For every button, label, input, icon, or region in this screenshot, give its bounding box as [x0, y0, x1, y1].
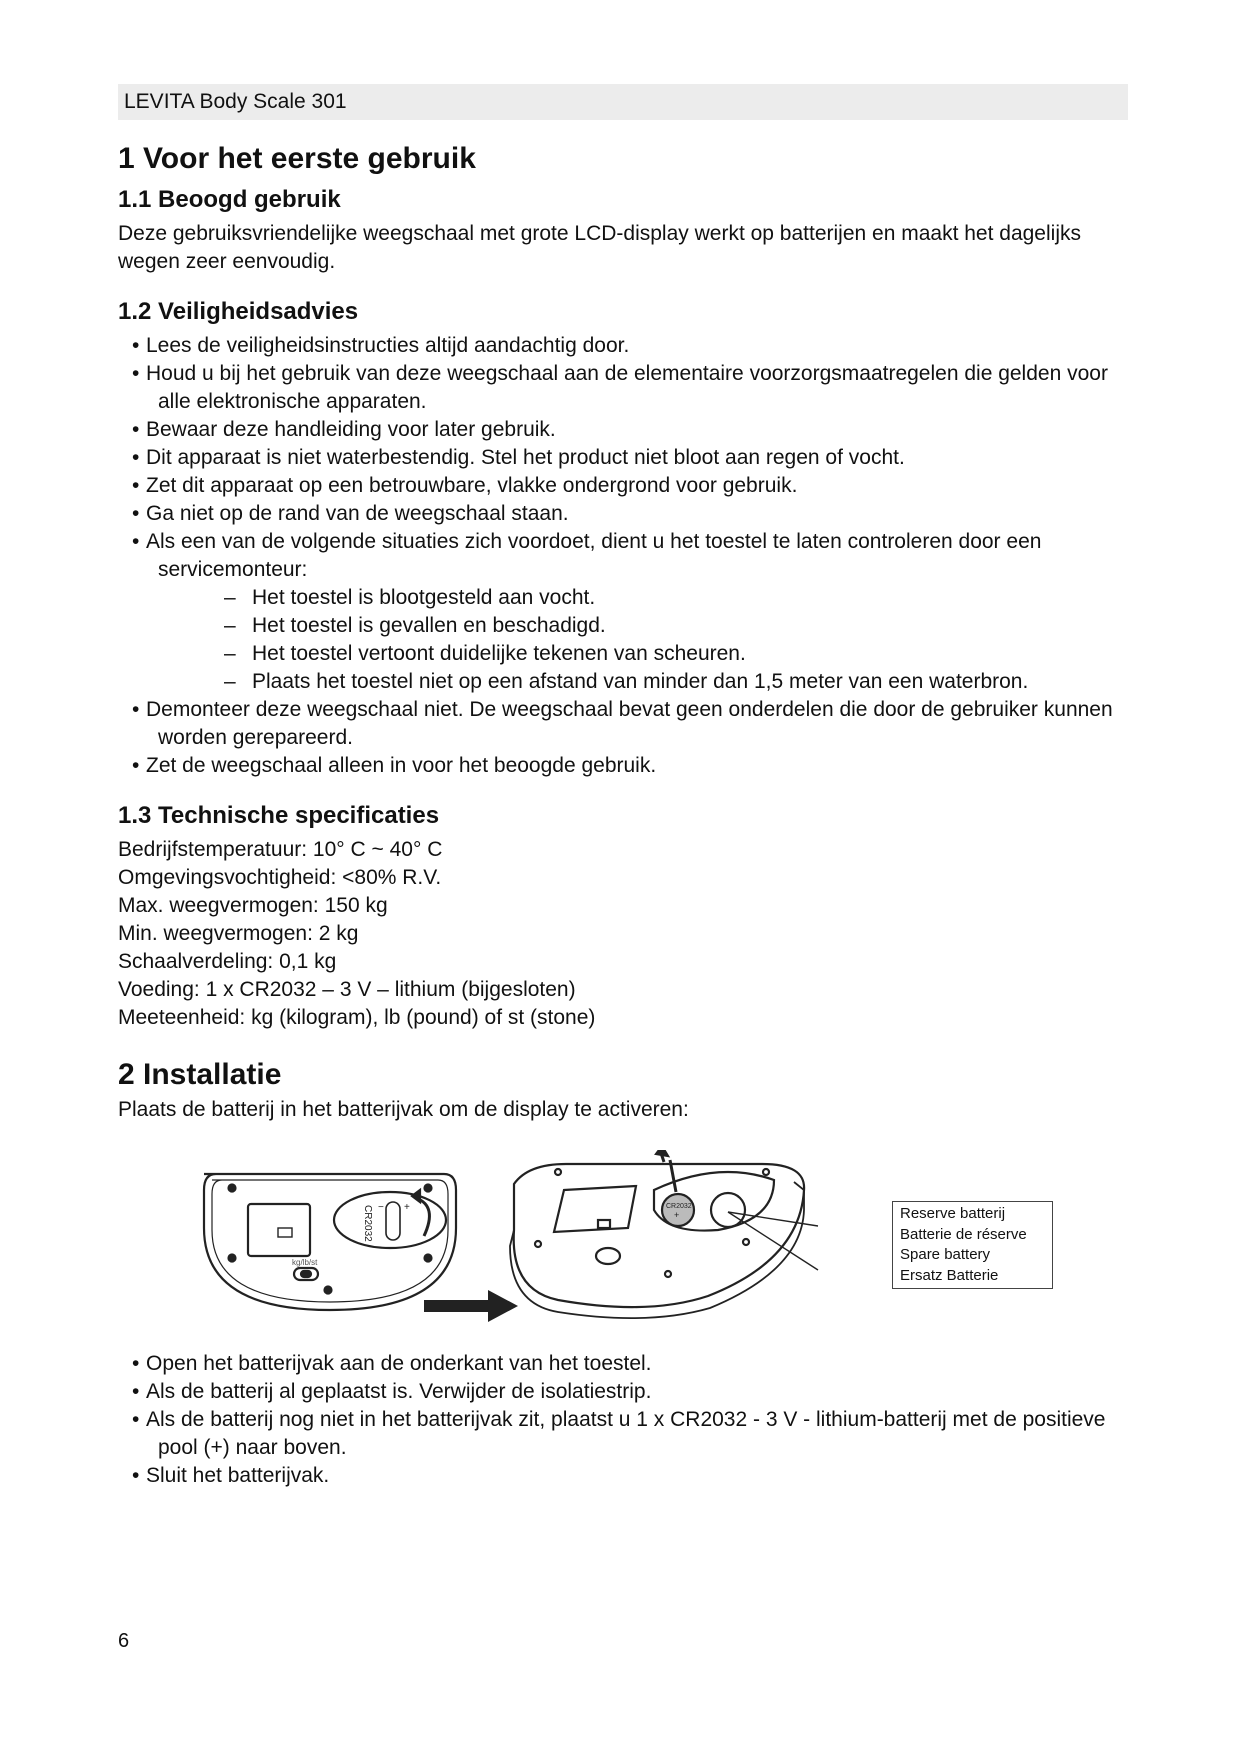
section-1-2-title: 1.2 Veiligheidsadvies — [118, 298, 359, 325]
section-1-1-title: 1.1 Beoogd gebruik — [118, 186, 341, 213]
safety-item: • Dit apparaat is niet waterbestendig. Stel het product niet bloot aan regen of vocht. — [118, 444, 1128, 472]
safety-sub-item: – Het toestel is blootgesteld aan vocht. — [224, 584, 1128, 612]
section-1-3-title: 1.3 Technische specificaties — [118, 802, 440, 829]
legend-line: Spare battery — [900, 1246, 991, 1263]
installation-step: • Sluit het batterijvak. — [118, 1462, 1128, 1490]
page-number: 6 — [118, 1630, 130, 1652]
installation-steps — [118, 1350, 1128, 1490]
battery-label: CR2032 — [362, 1205, 373, 1242]
spec-line: Max. weegvermogen: 150 kg — [118, 894, 388, 917]
safety-item: • Als een van de volgende situaties zich voordoet, dient u het toestel te laten controleren door een servicemonteur: – Het toestel is blootgesteld aan vocht. – Het toestel is gevallen en beschadigd. – Het toestel vertoont duidelijke tekenen van scheuren. – Plaats het toestel niet op een afstand van minder dan 1,5 meter van een waterbron. — [118, 528, 1128, 696]
svg-text:CR2032: CR2032 — [666, 1203, 692, 1210]
intended-use-text: Deze gebruiksvriendelijke weegschaal met grote LCD-display werkt op batterijen en maakt het dagelijks wegen zeer eenvoudig. — [118, 222, 1081, 273]
legend-line: Ersatz Batterie — [900, 1266, 999, 1284]
safety-sub-item: – Het toestel vertoont duidelijke tekenen van scheuren. — [224, 640, 1128, 668]
spare-battery-legend — [892, 1201, 1053, 1289]
battery-installation-figure — [118, 1150, 1128, 1336]
svg-text:+: + — [674, 1210, 680, 1220]
safety-sub-list — [158, 584, 1128, 696]
spec-list — [118, 836, 1128, 1032]
scale-bottom-view — [204, 1174, 456, 1310]
section-1-title: 1 Voor het eerste gebruik — [118, 142, 476, 175]
right-arrow-icon — [424, 1290, 518, 1322]
safety-item: • Zet dit apparaat op een betrouwbare, vlakke ondergrond voor gebruik. — [118, 472, 1128, 500]
svg-text:−: − — [378, 1202, 384, 1213]
spec-line: Bedrijfstemperatuur: 10° C ~ 40° C — [118, 838, 443, 861]
header-title: LEVITA Body Scale 301 — [124, 90, 347, 113]
spec-line: Schaalverdeling: 0,1 kg — [118, 950, 337, 973]
spec-line: Meeteenheid: kg (kilogram), lb (pound) of st (stone) — [118, 1006, 596, 1029]
safety-sub-item: – Het toestel is gevallen en beschadigd. — [224, 612, 1128, 640]
section-2-title: 2 Installatie — [118, 1058, 282, 1091]
scale-angled-view — [510, 1150, 818, 1318]
safety-item: • Demonteer deze weegschaal niet. De weegschaal bevat geen onderdelen die door de gebruiker kunnen worden gerepareerd. — [118, 696, 1128, 752]
svg-text:+: + — [404, 1202, 410, 1213]
installation-step: • Als de batterij nog niet in het batterijvak zit, plaatst u 1 x CR2032 - 3 V - lithium-batterij met de positieve pool (+) naar boven. — [118, 1406, 1128, 1462]
safety-list — [118, 332, 1128, 780]
safety-item: • Houd u bij het gebruik van deze weegschaal aan de elementaire voorzorgsmaatregelen die gelden voor alle elektronische apparaten. — [118, 360, 1128, 416]
running-header — [118, 84, 1128, 120]
safety-item: • Bewaar deze handleiding voor later gebruik. — [118, 416, 1128, 444]
safety-item: • Zet de weegschaal alleen in voor het beoogde gebruik. — [118, 752, 1128, 780]
manual-page — [118, 84, 1128, 1490]
safety-sub-item: – Plaats het toestel niet op een afstand van minder dan 1,5 meter van een waterbron. — [224, 668, 1128, 696]
installation-step: • Open het batterijvak aan de onderkant van het toestel. — [118, 1350, 1128, 1378]
safety-item: • Ga niet op de rand van de weegschaal staan. — [118, 500, 1128, 528]
spec-line: Min. weegvermogen: 2 kg — [118, 922, 359, 945]
unit-switch-label: kg/lb/st — [292, 1258, 318, 1267]
spec-line: Omgevingsvochtigheid: <80% R.V. — [118, 866, 442, 889]
safety-item: • Lees de veiligheidsinstructies altijd aandachtig door. — [118, 332, 1128, 360]
legend-line: Batterie de réserve — [900, 1225, 1027, 1243]
legend-line: Reserve batterij — [900, 1205, 1006, 1222]
installation-step: • Als de batterij al geplaatst is. Verwijder de isolatiestrip. — [118, 1378, 1128, 1406]
spec-line: Voeding: 1 x CR2032 – 3 V – lithium (bijgesloten) — [118, 978, 576, 1001]
installation-intro: Plaats de batterij in het batterijvak om de display te activeren: — [118, 1098, 689, 1121]
scale-bottom-illustration — [198, 1150, 978, 1336]
